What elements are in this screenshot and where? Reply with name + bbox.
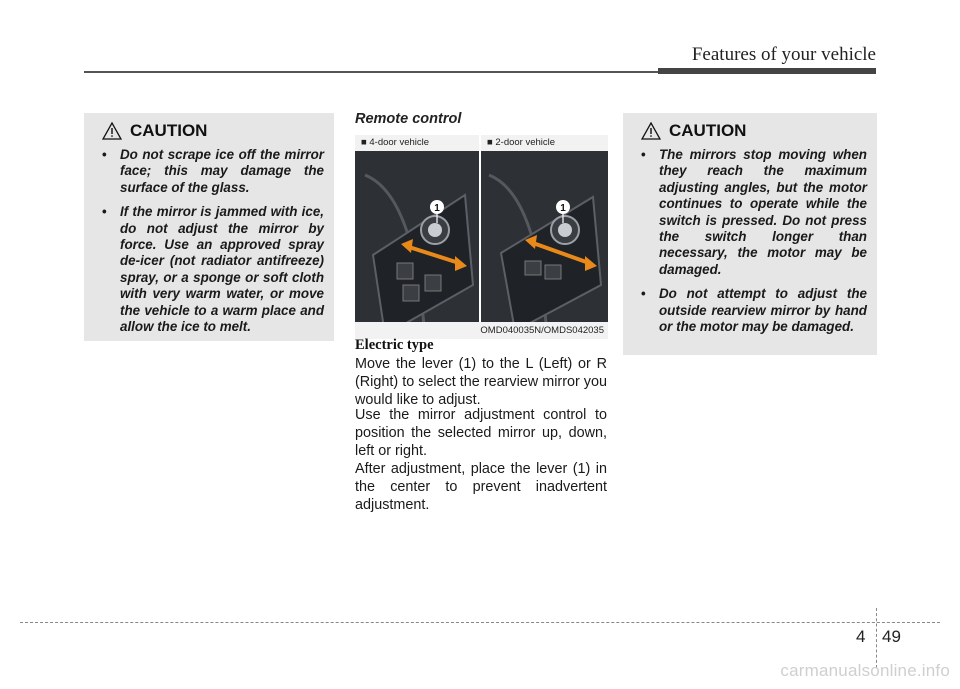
warning-icon bbox=[102, 122, 122, 140]
mirror-switch-figure bbox=[355, 135, 608, 339]
caution-item: • The mirrors stop moving when they reach the maximum adjusting angles, but the motor continues to operate while the switch is pressed. Do not press the switch longer than necessary, the motor may be damaged. bbox=[633, 147, 867, 278]
caution-item: • Do not attempt to adjust the outside rearview mirror by hand or the motor may be damaged. bbox=[633, 286, 867, 335]
callout-label: 1 bbox=[434, 203, 440, 214]
caution-item: • If the mirror is jammed with ice, do not adjust the mirror by force. Use an approved spray de-icer (not radiator antifreeze) spray, or a sponge or soft cloth with very warm water, or move the vehicle to a warm place and allow the ice to melt. bbox=[94, 204, 324, 335]
watermark: carmanualsonline.info bbox=[780, 661, 950, 680]
body-paragraph: Use the mirror adjustment control to position the selected mirror up, down, left or right. bbox=[355, 407, 607, 459]
caution-header bbox=[102, 121, 324, 141]
caution-list bbox=[633, 147, 867, 335]
body-paragraph: Move the lever (1) to the L (Left) or R (Right) to select the rearview mirror you would like to adjust. bbox=[355, 356, 607, 408]
header-rule-accent bbox=[658, 68, 876, 74]
caution-box-right bbox=[623, 113, 877, 355]
figure-caption: OMD040035N/OMDS042035 bbox=[355, 322, 608, 339]
figure-label-4-door: ■ 4-door vehicle bbox=[355, 135, 479, 151]
caution-item: • Do not scrape ice off the mirror face; this may damage the surface of the glass. bbox=[94, 147, 324, 196]
caution-header bbox=[641, 121, 867, 141]
callout-label: 1 bbox=[560, 203, 566, 214]
footer-rule bbox=[20, 622, 940, 623]
warning-icon bbox=[641, 122, 661, 140]
footer-divider bbox=[876, 608, 877, 668]
subheading: Electric type bbox=[355, 337, 434, 353]
body-paragraph: After adjustment, place the lever (1) in the center to prevent inadvertent adjustment. bbox=[355, 461, 607, 513]
figure-label-2-door: ■ 2-door vehicle bbox=[481, 135, 608, 151]
callout-overlay bbox=[355, 135, 608, 339]
caution-box-left bbox=[84, 113, 334, 341]
page-number: 49 bbox=[882, 627, 901, 646]
caution-title: CAUTION bbox=[669, 121, 747, 140]
caution-list bbox=[94, 147, 324, 335]
section-heading: Remote control bbox=[355, 111, 462, 127]
caution-title: CAUTION bbox=[130, 121, 208, 140]
chapter-number: 4 bbox=[856, 627, 866, 646]
page-header-title: Features of your vehicle bbox=[691, 44, 876, 65]
